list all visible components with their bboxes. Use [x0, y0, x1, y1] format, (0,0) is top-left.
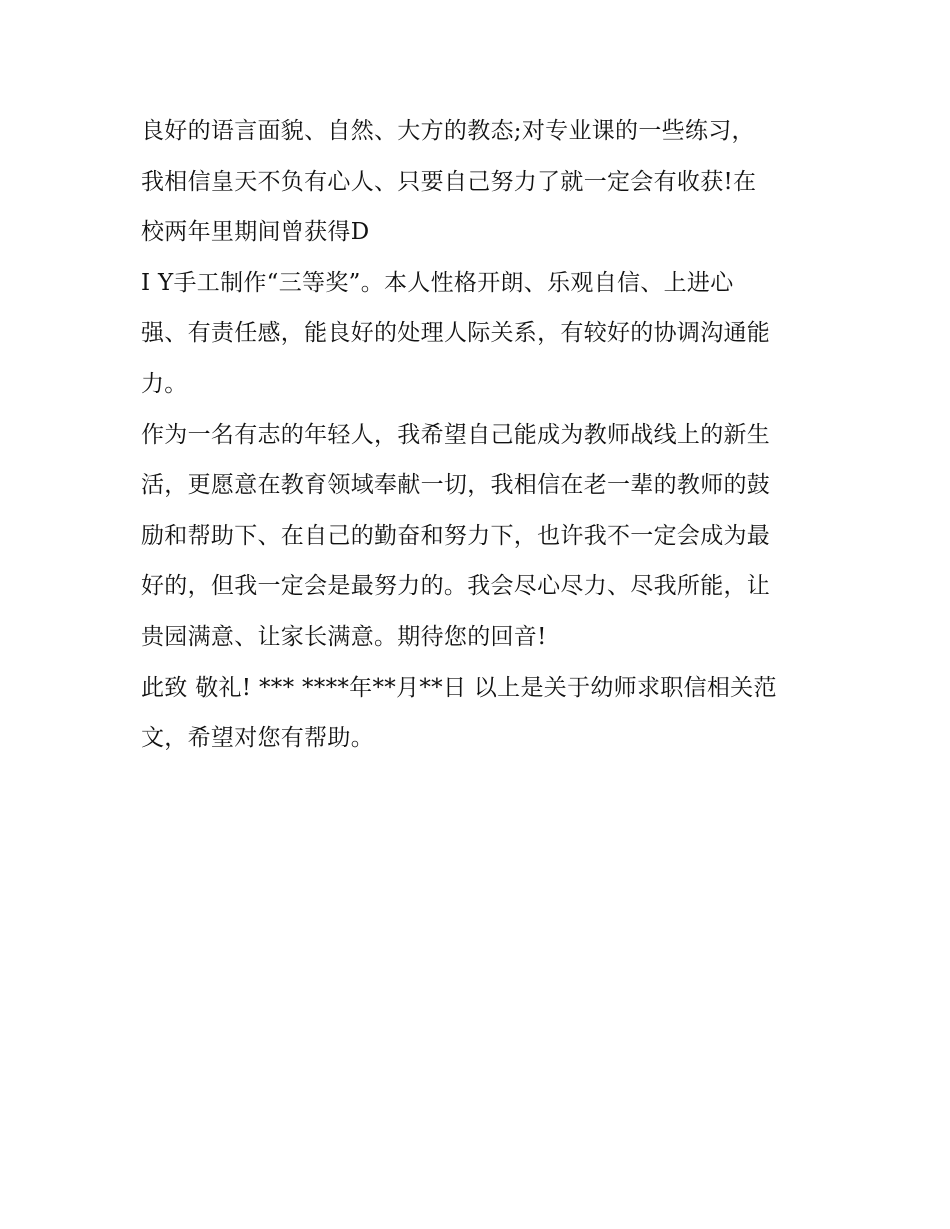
text-line: 力。 — [141, 370, 188, 397]
text-line: 此致 敬礼! *** ****年**月**日 以上是关于幼师求职信相关范 — [141, 674, 777, 701]
text-line: 我相信皇天不负有心人、只要自己努力了就一定会有收获!在 — [141, 168, 757, 195]
text-line: 作为一名有志的年轻人，我希望自己能成为教师战线上的新生 — [141, 421, 771, 448]
text-line: 校两年里期间曾获得D — [141, 219, 370, 246]
text-line: 贵园满意、让家长满意。期待您的回音! — [141, 623, 547, 650]
text-line: 良好的语言面貌、自然、大方的教态;对专业课的一些练习， — [141, 118, 755, 144]
text-line: 好的，但我一定会是最努力的。我会尽心尽力、尽我所能，让 — [141, 573, 771, 600]
text-line: 强、有责任感，能良好的处理人际关系，有较好的协调沟通能 — [141, 320, 771, 347]
text-line: 文，希望对您有帮助。 — [141, 725, 374, 752]
text-line: I Y手工制作“三等奖”。本人性格开朗、乐观自信、上进心 — [141, 269, 734, 296]
text-line: 励和帮助下、在自己的勤奋和努力下，也许我不一定会成为最 — [141, 522, 771, 549]
text-line: 活，更愿意在教育领域奉献一切，我相信在老一辈的教师的鼓 — [141, 472, 771, 499]
document-body — [141, 106, 841, 764]
